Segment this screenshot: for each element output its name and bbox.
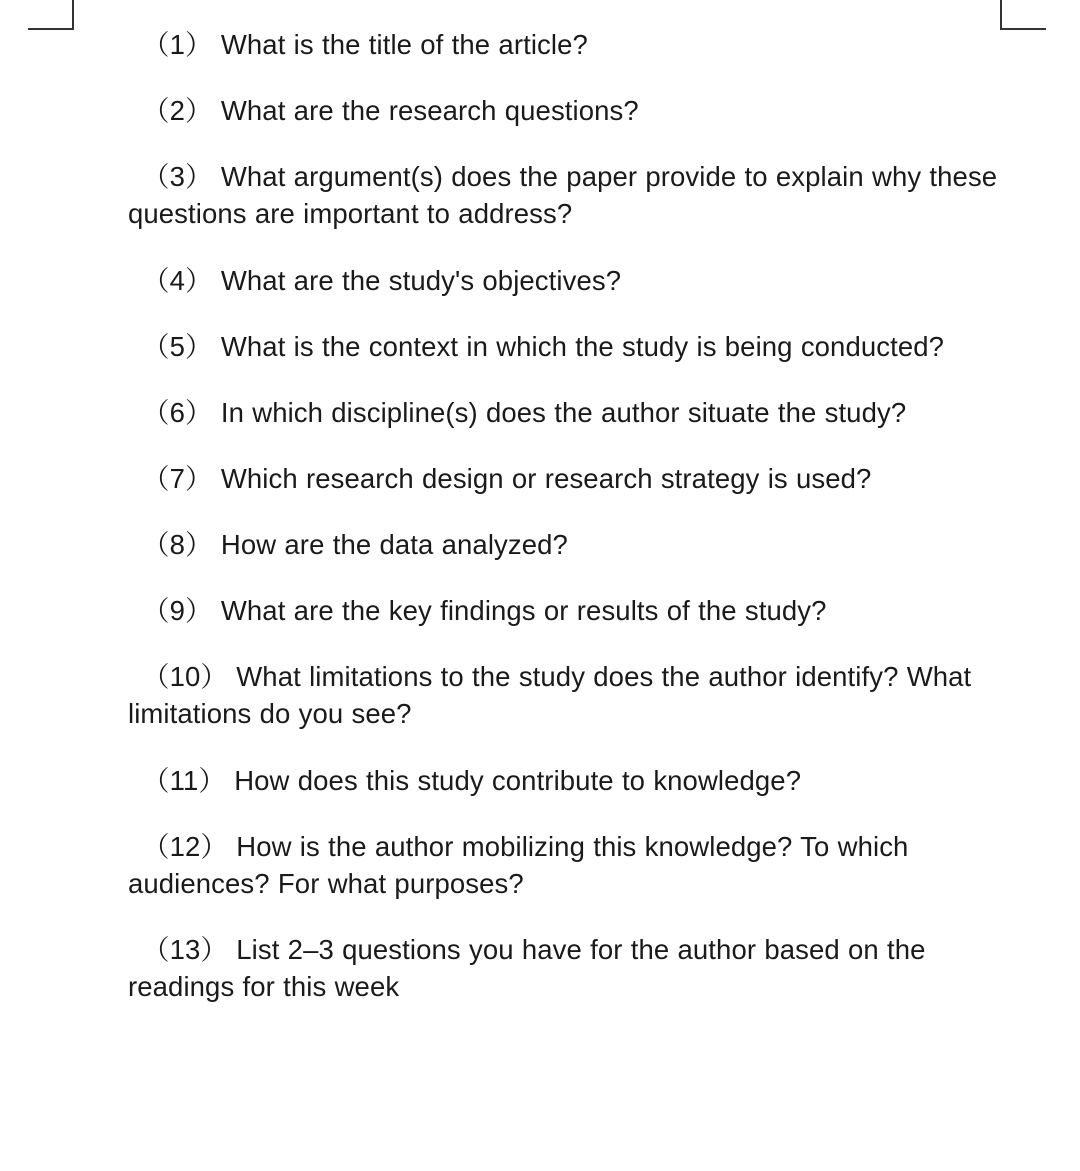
list-item (128, 828, 1036, 902)
list-item (128, 762, 1036, 799)
list-item-number: （1） (142, 29, 213, 60)
list-item-number: （6） (142, 396, 213, 428)
list-item (128, 262, 1036, 299)
list-item-text: What are the key findings or results of the study? (220, 595, 827, 627)
list-item-number: （8） (142, 529, 213, 560)
list-item (128, 328, 1036, 365)
list-item-text: What argument(s) does the paper provide to explain why these questions are important to address? (128, 161, 998, 230)
page-corner-mark-top-left (28, 0, 74, 30)
list-item-text: List 2–3 questions you have for the author based on the readings for this week (128, 933, 926, 1002)
list-item (128, 92, 1036, 129)
list-item-number: （5） (142, 330, 213, 362)
list-item (128, 658, 1036, 732)
list-item-number: （3） (142, 161, 213, 193)
list-item-number: （2） (142, 95, 213, 127)
list-item-text: What limitations to the study does the author identify? What limitations do you see? (128, 661, 972, 730)
list-item-number: （9） (142, 595, 213, 627)
list-item-number: （4） (142, 264, 213, 296)
list-item-text: What are the research questions? (220, 95, 639, 127)
list-item-number: （13） (142, 933, 228, 965)
list-item-number: （11） (142, 764, 226, 796)
list-item (128, 526, 1036, 563)
list-item (128, 592, 1036, 629)
list-item (128, 931, 1036, 1005)
list-item (128, 158, 1036, 232)
list-item (128, 26, 1036, 63)
question-list (128, 26, 1036, 1034)
list-item-number: （7） (142, 462, 213, 494)
list-item-number: （10） (142, 661, 228, 693)
list-item-text: In which discipline(s) does the author situate the study? (220, 396, 907, 428)
list-item-text: Which research design or research strategy is used? (220, 462, 872, 494)
list-item-text: How is the author mobilizing this knowledge? To which audiences? For what purposes? (128, 830, 909, 899)
list-item-number: （12） (142, 830, 228, 862)
list-item (128, 460, 1036, 497)
list-item-text: What is the context in which the study is being conducted? (220, 330, 945, 362)
list-item-text: How does this study contribute to knowledge? (234, 764, 802, 796)
list-item-text: What is the title of the article? (220, 29, 588, 60)
list-item-text: How are the data analyzed? (220, 529, 568, 560)
list-item (128, 394, 1036, 431)
list-item-text: What are the study's objectives? (220, 264, 622, 296)
